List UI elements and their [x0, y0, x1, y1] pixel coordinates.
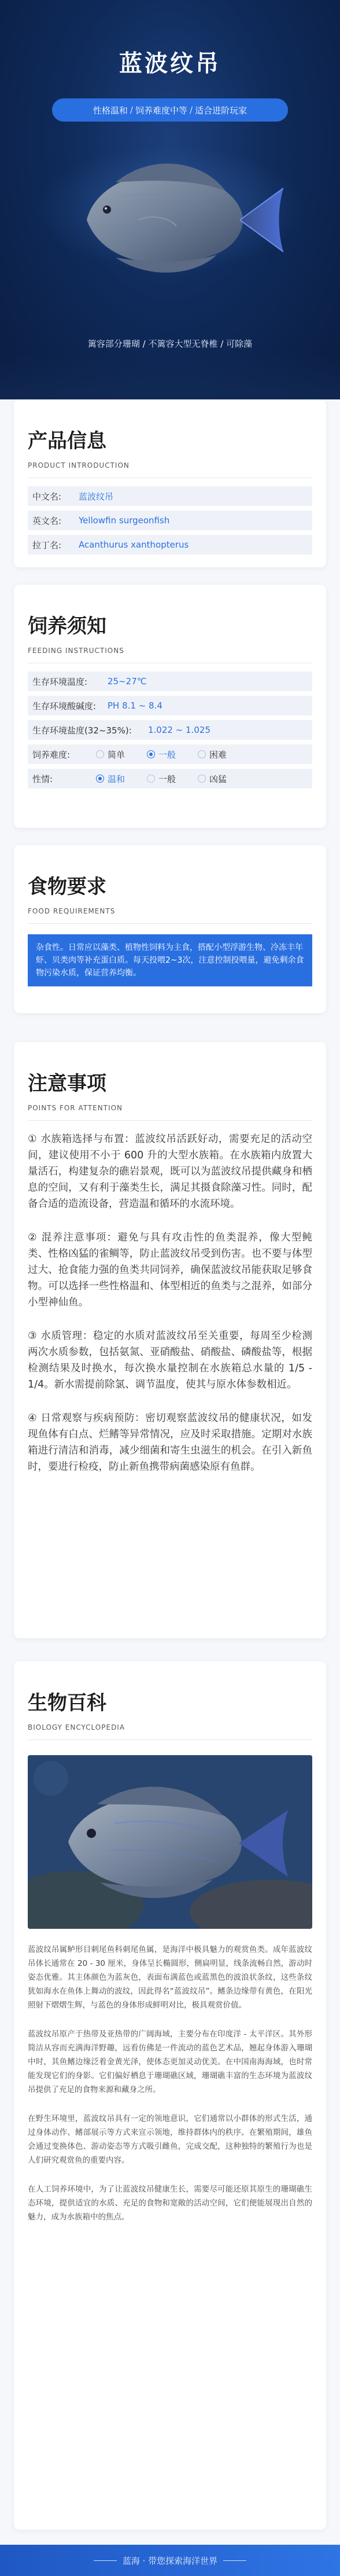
hero-subtitle: 篱容部分珊瑚 / 不篱容大型无脊椎 / 可除藻	[87, 339, 253, 349]
row-key: 生存环境温度:	[32, 676, 88, 687]
difficulty-option-easy[interactable]	[96, 748, 125, 761]
feeding-card	[14, 585, 326, 828]
hero-tag: 适合进阶玩家	[195, 105, 247, 116]
product-title: 产品信息	[28, 430, 106, 453]
row-value: Acanthurus xanthopterus	[79, 540, 189, 550]
radio-icon	[198, 775, 206, 783]
footer-dash	[94, 2560, 117, 2561]
difficulty-option-medium[interactable]	[147, 748, 176, 761]
radio-label: 困难	[209, 749, 227, 760]
footer-dash	[223, 2560, 246, 2561]
product-rows	[28, 486, 312, 555]
hero-tag: 饲养难度中等	[135, 105, 187, 116]
product-card	[14, 399, 326, 567]
product-subtitle: PRODUCT INTRODUCTION	[28, 461, 130, 469]
row-key: 拉丁名:	[32, 540, 62, 551]
hero-banner	[0, 0, 340, 399]
radio-label: 一般	[158, 773, 176, 784]
food-text: 杂食性。日常应以藻类、植物性饲料为主食，搭配小型浮游生物、冷冻丰年虾、贝类肉等补充蛋白质。每天投喂2~3次，注意控制投喂量，避免剩余食物污染水质，保证营养均衡。	[28, 934, 312, 986]
bio-subtitle: BIOLOGY ENCYCLOPEDIA	[28, 1723, 125, 1731]
fish-photo	[28, 1755, 312, 1929]
row-key: 生存环境盐度(32~35%):	[32, 725, 132, 736]
feeding-subtitle: FEEDING INSTRUCTIONS	[28, 647, 124, 655]
row-key: 中文名:	[32, 491, 62, 502]
bio-paragraph: 蓝波纹吊属鲈形目刺尾鱼科刺尾鱼属，是海洋中极具魅力的观赏鱼类。成年蓝波纹吊体长通常在 20 - 30 厘米，身体呈长椭圆形，侧扁明显，线条流畅自然，游动时姿态优雅。其主体颜色为蓝灰色，表面布满蓝色或蓝黑色的波浪状条纹，这些条纹犹如海水在鱼体上舞动的波纹，因此得名“蓝波纹吊”。鳍条边缘带有黄色，在阳光照射下熠熠生辉，与蓝色的身体形成鲜明对比，极具观赏价值。	[28, 1945, 312, 2010]
attention-paragraph: ④ 日常观察与疾病预防：密切观察蓝波纹吊的健康状况，如发现鱼体有白点、烂鳍等异常情况，应及时采取措施。定期对水族箱进行清洁和消毒，减少细菌和寄生虫滋生的机会。在引入新鱼时，要进行检疫，防止新鱼携带病菌感染原有鱼群。	[28, 1412, 312, 1473]
product-row	[28, 486, 312, 506]
radio-checked-icon	[96, 775, 104, 783]
radio-icon	[147, 775, 155, 783]
attention-paragraph: ③ 水质管理：稳定的水质对蓝波纹吊至关重要，每周至少检测两次水质参数，包括氨氮、亚硝酸盐、硝酸盐、磷酸盐等，根据检测结果及时换水，每次换水量控制在水族箱总水量的 1/5 - 1/4。新水需提前除氯、调节温度，使其与原水体参数相近。	[28, 1330, 312, 1390]
feeding-row	[28, 720, 312, 740]
feeding-title: 饲养须知	[28, 615, 106, 638]
radio-label: 温和	[108, 773, 125, 784]
hero-tag-sep: /	[190, 105, 193, 115]
row-key: 饲养难度:	[32, 749, 71, 760]
radio-checked-icon	[147, 750, 155, 758]
temper-option-fierce[interactable]	[198, 773, 227, 785]
attention-title: 注意事项	[28, 1072, 106, 1095]
row-key: 性情:	[32, 773, 53, 784]
hero-title: 蓝波纹吊	[119, 50, 221, 77]
temper-option-mild[interactable]	[96, 773, 125, 785]
row-value: Yellowfin surgeonfish	[79, 515, 170, 526]
radio-label: 一般	[158, 749, 176, 760]
attention-card	[14, 1042, 326, 1638]
radio-label: 凶猛	[209, 773, 227, 784]
bio-paragraph: 在野生环境里，蓝波纹吊具有一定的领地意识，它们通常以小群体的形式生活，通过身体动作、鳍部展示等方式来宣示领地，维持群体内的秩序。在繁殖期间，雄鱼会通过变换体色、游动姿态等方式吸引雌鱼，完成交配，这种独特的繁殖行为也是人们研究观赏鱼的重要内容。	[28, 2114, 312, 2165]
feeding-row	[28, 696, 312, 715]
footer-text: 蓝海 · 带您探索海洋世界	[122, 2555, 218, 2566]
food-title: 食物要求	[28, 875, 106, 898]
food-card	[14, 845, 326, 1013]
temper-radio-group	[96, 773, 245, 785]
fish-photo-image	[28, 1755, 312, 1929]
feeding-rows	[28, 671, 312, 788]
difficulty-row	[28, 744, 312, 764]
attention-paragraph: ② 混养注意事项：避免与具有攻击性的鱼类混养，像大型鲀类、性格凶猛的雀鲷等，防止蓝波纹吊受到伤害。也不要与体型过大、抢食能力强的鱼类共同饲养，确保蓝波纹吊能获取足够食物。可以选择一些性格温和、体型相近的鱼类与之混养，如部分小型神仙鱼。	[28, 1232, 312, 1308]
bio-title: 生物百科	[28, 1691, 106, 1715]
section-divider	[28, 923, 312, 924]
row-value: 25~27℃	[108, 676, 147, 687]
food-subtitle: FOOD REQUIREMENTS	[28, 907, 116, 915]
difficulty-radio-group	[96, 748, 245, 761]
row-key: 英文名:	[32, 515, 62, 526]
hero-tags	[52, 98, 288, 122]
row-value: PH 8.1 ~ 8.4	[108, 700, 162, 711]
hero-fade	[0, 353, 340, 399]
hero-tag-sep: /	[130, 105, 133, 115]
radio-icon	[198, 750, 206, 758]
bio-card	[14, 1661, 326, 2530]
attention-subtitle: POINTS FOR ATTENTION	[28, 1104, 123, 1112]
row-key: 生存环境酸碱度:	[32, 700, 97, 711]
bio-paragraph: 蓝波纹吊原产于热带及亚热带的广阔海域，主要分布在印度洋 - 太平洋区。其外形简洁从容而充满海洋野趣，远看仿佛是一件流动的蓝色艺术品，翘起身体游入珊瑚中时，其鱼鳍边缘泛着金黄光泽，使体态更加灵动优美。在中国南海海域，也时常能发现它们的身影。它们偏好栖息于珊瑚礁区域，珊瑚礁丰富的生态环境为蓝波纹吊提供了充足的食物来源和藏身之所。	[28, 2030, 312, 2094]
footer-bar	[0, 2545, 340, 2576]
fish-image	[52, 133, 295, 307]
temper-option-normal[interactable]	[147, 773, 176, 785]
section-divider	[28, 1120, 312, 1121]
product-row	[28, 511, 312, 530]
difficulty-option-hard[interactable]	[198, 748, 227, 761]
row-value: 1.022 ~ 1.025	[148, 725, 210, 735]
bio-paragraph: 在人工饲养环境中，为了让蓝波纹吊健康生长，需要尽可能还原其原生的珊瑚礁生态环境，提供适宜的水质、充足的食物和宽敞的活动空间，它们便能展现出自然的魅力，成为水族箱中的焦点。	[28, 2185, 312, 2222]
radio-icon	[96, 750, 104, 758]
attention-paragraph: ① 水族箱选择与布置：蓝波纹吊活跃好动，需要充足的活动空间，建议使用不小于 600 升的大型水族箱。在水族箱内放置大量活石，构建复杂的礁岩景观，既可以为蓝波纹吊提供藏身和栖息的空间，又有利于藻类生长，满足其摄食除藻习性。同时，配备合适的造流设备，营造温和循环的水流环境。	[28, 1133, 312, 1210]
row-value: 蓝波纹吊	[79, 491, 114, 502]
hero-tag: 性格温和	[93, 105, 128, 116]
temper-row	[28, 769, 312, 788]
product-row	[28, 535, 312, 555]
feeding-row	[28, 671, 312, 691]
radio-label: 简单	[108, 749, 125, 760]
